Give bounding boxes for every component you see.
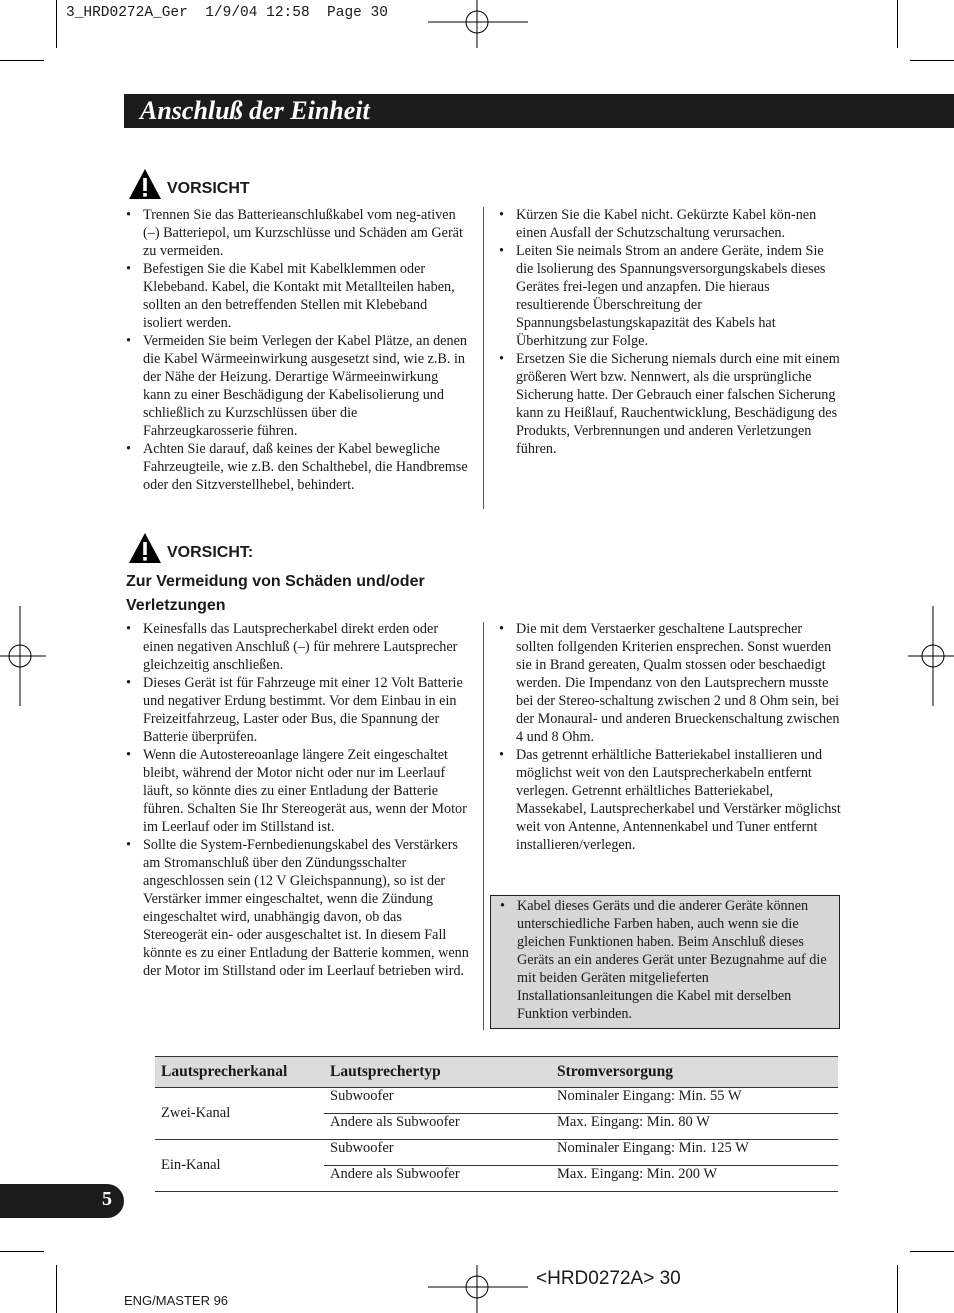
- type-cell: Subwoofer: [324, 1140, 551, 1166]
- warning-triangle-icon: [128, 532, 162, 564]
- warning2-subheading: [126, 570, 425, 618]
- list-item: • Wenn die Autostereoanlage längere Zeit eingeschaltet bleibt, während der Motor nicht oder nur im Leerlauf läuft, so könnte dies zu einer Entladung der Batterie führen. Schalten Sie Ihr Stereogerät aus, wenn der Motor im Leerlauf oder im Stillstand ist.: [124, 746, 469, 836]
- list-item: • Leiten Sie neimals Strom an andere Geräte, indem Sie die lsolierung des Spannungsversorgungskabels dieses Gerätes frei-legen und anzapfen. Die hieraus resultierende Überschreitung der Spannungsbelastungskapazität des Kabels hat Überhitzung zur Folge.: [497, 242, 841, 350]
- crop-mark: [0, 60, 44, 61]
- crop-mark: [897, 1265, 898, 1313]
- highlighted-note-box: [490, 895, 840, 1029]
- registration-mark-bottom: [428, 1263, 528, 1313]
- power-cell: Nominaler Eingang: Min. 55 W: [551, 1088, 838, 1114]
- list-item: • Das getrennt erhältliche Batteriekabel installieren und möglichst weit von den Lautsprecherkabeln entfernt verlegen. Getrennt erhältliches Batteriekabel, Massekabel, Lautsprecherkabel und Verstärker möglichst weit von Antenne, Antennenkabel und Tuner entfernt installieren/verlegen.: [497, 746, 841, 854]
- power-cell: Max. Eingang: Min. 200 W: [551, 1166, 838, 1192]
- list-item: • Sollte die System-Fernbedienungskabel des Verstärkers am Stromanschluß über den Zündungsschalter angeschlossen sein (12 V Gleichspannung), so ist der Verstärker immer eingeschaltet, wenn die Zündung eingeschaltet wird, unabhängig davon, ob das Stereogerät ein- oder ausgeschaltet ist. In diesem Fall könnte es zu einer Entladung der Batterie kommen, wenn der Motor im Stillstand oder im Leerlauf betrieben wird.: [124, 836, 469, 980]
- power-cell: Max. Eingang: Min. 80 W: [551, 1114, 838, 1140]
- list-item: • Ersetzen Sie die Sicherung niemals durch eine mit einem größeren Wert bzw. Nennwert, als die ursprüngliche Sicherung hatte. Der Gebrauch einer falschen Sicherung kann zu Heißlauf, Rauchentwicklung, Beschädigung des Produkts, Verbrennungen und anderen Verletzungen führen.: [497, 350, 841, 458]
- crop-mark: [56, 0, 57, 48]
- registration-mark-left: [0, 606, 46, 706]
- page-number: 5: [102, 1188, 112, 1210]
- warning1-left-list: [124, 206, 469, 494]
- warning-heading-2: [128, 532, 253, 564]
- column-divider: [483, 622, 484, 1030]
- print-slug: 3_HRD0272A_Ger 1/9/04 12:58 Page 30: [66, 5, 388, 21]
- column-divider: [483, 207, 484, 509]
- crop-mark: [910, 1251, 954, 1252]
- column-header: Lautsprecherkanal: [155, 1057, 324, 1088]
- subheading-line: Verletzungen: [126, 597, 226, 614]
- list-item: • Vermeiden Sie beim Verlegen der Kabel Plätze, an denen die Kabel Wärmeeinwirkung ausgesetzt sind, wie z.B. in der Nähe der Heizung. Derartige Wärmeeinwirkung kann zu einer Beschädigung der Kabelisolierung und schließlich zu Kurzschlüssen über die Fahrzeugkarosserie führen.: [124, 332, 469, 440]
- page-number-tab: [0, 1184, 124, 1218]
- warning2-left-list: [124, 620, 469, 980]
- list-item: • Die mit dem Verstaerker geschaltene Lautsprecher sollten follgenden Kriterien ensprechen. Sonst wuerden sie in Brand gereaten, Qualm stossen oder beschaedigt werden. Die Impendanz von den Lautsprechern musste bei der Stereo-schaltung zwischen 2 und 8 Ohm sein, bei der Monaural- und anderen Brueckenschaltung zwischen 4 und 8 Ohm.: [497, 620, 841, 746]
- type-cell: Andere als Subwoofer: [324, 1166, 551, 1192]
- warning-label: VORSICHT: [167, 180, 250, 197]
- type-cell: Andere als Subwoofer: [324, 1114, 551, 1140]
- list-item: • Achten Sie darauf, daß keines der Kabel bewegliche Fahrzeugteile, wie z.B. den Schalthebel, die Handbremse oder den Sitzverstellhebel, behindert.: [124, 440, 469, 494]
- subheading-line: Zur Vermeidung von Schäden und/oder: [126, 573, 425, 590]
- section-title-bar: [124, 94, 954, 128]
- crop-mark: [0, 1251, 44, 1252]
- crop-mark: [897, 0, 898, 48]
- table-row: [155, 1140, 838, 1166]
- type-cell: Subwoofer: [324, 1088, 551, 1114]
- column-header: Lautsprechertyp: [324, 1057, 551, 1088]
- column-header: Stromversorgung: [551, 1057, 838, 1088]
- channel-cell: Ein-Kanal: [155, 1140, 324, 1192]
- note-list: [498, 897, 834, 1023]
- warning1-right-list: [497, 206, 841, 458]
- list-item: • Kürzen Sie die Kabel nicht. Gekürzte Kabel kön-nen einen Ausfall der Schutzschaltung verursachen.: [497, 206, 841, 242]
- warning-triangle-icon: [128, 168, 162, 200]
- list-item: • Kabel dieses Geräts und die anderer Geräte können unterschiedliche Farben haben, auch wenn sie die gleichen Funktionen haben. Beim Anschluß dieses Geräts an ein anderes Gerät unter Bezugnahme auf die mit beiden Geräten mitgelieferten Installationsanleitungen die Kabel mit derselben Funktion verbinden.: [498, 897, 834, 1023]
- power-cell: Nominaler Eingang: Min. 125 W: [551, 1140, 838, 1166]
- warning2-right-list: [497, 620, 841, 854]
- warning-label: VORSICHT:: [167, 544, 254, 561]
- list-item: • Dieses Gerät ist für Fahrzeuge mit einer 12 Volt Batterie und negativer Erdung bestimmt. Vor dem Einbau in ein Freizeitfahrzeug, Laster oder Bus, die Spannung der Batterie überprüfen.: [124, 674, 469, 746]
- channel-cell: Zwei-Kanal: [155, 1088, 324, 1140]
- registration-mark-right: [908, 606, 954, 706]
- list-item: • Keinesfalls das Lautsprecherkabel direkt erden oder einen negativen Anschluß (–) für mehrere Lautsprecher gleichzeitig anschließen.: [124, 620, 469, 674]
- registration-mark-top: [428, 0, 528, 50]
- footer-master: ENG/MASTER 96: [124, 1293, 229, 1308]
- crop-mark: [56, 1265, 57, 1313]
- speaker-spec-table: [155, 1056, 838, 1192]
- list-item: • Befestigen Sie die Kabel mit Kabelklemmen oder Klebeband. Kabel, die Kontakt mit Metallteilen haben, sollten an den betreffenden Stellen mit Klebeband isoliert werden.: [124, 260, 469, 332]
- table-header-row: [155, 1057, 838, 1088]
- crop-mark: [910, 60, 954, 61]
- list-item: • Trennen Sie das Batterieanschlußkabel vom neg-ativen (–) Batteriepol, um Kurzschlüsse und Schäden am Gerät zu vermeiden.: [124, 206, 469, 260]
- table-row: [155, 1088, 838, 1114]
- footer-code: <HRD0272A> 30: [536, 1268, 681, 1289]
- page-title: Anschluß der Einheit: [140, 96, 370, 125]
- warning-heading-1: [128, 168, 250, 200]
